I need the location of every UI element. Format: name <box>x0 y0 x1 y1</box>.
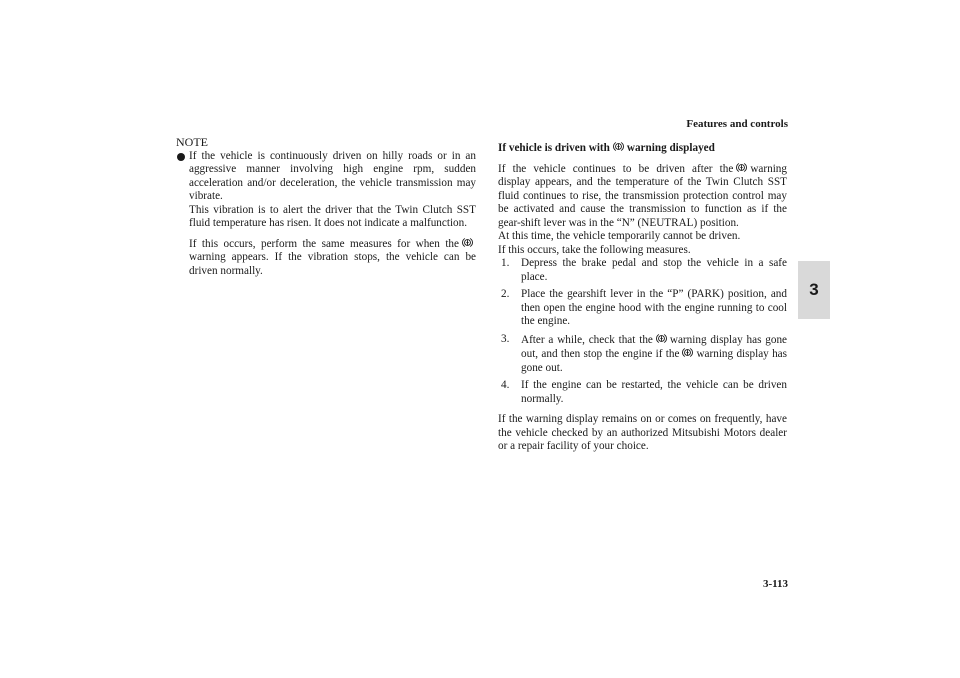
chapter-tab-number: 3 <box>809 280 819 299</box>
twin-clutch-warning-icon <box>656 333 667 344</box>
section-paragraph: At this time, the vehicle temporarily cannot be driven. <box>498 230 741 242</box>
section-paragraph <box>498 162 787 231</box>
procedure-step <box>501 288 787 329</box>
step-text: If the engine can be restarted, the vehicle can be driven normally. <box>521 379 787 405</box>
step-text: warning display has gone out, and then stop the engine if the <box>521 333 788 360</box>
section-paragraph: If this occurs, take the following measures. <box>498 243 691 256</box>
procedure-step <box>501 257 787 284</box>
section-closing-paragraph: If the warning display remains on or comes on frequently, have the vehicle checked by an authorized Mitsubishi Motors dealer or a repair facility of your choice. <box>498 413 787 452</box>
note-text: This vibration is to alert the driver that the Twin Clutch SST fluid temperature has risen. It does not indicate a malfunction. <box>189 203 476 229</box>
heading-text-part: If vehicle is driven with <box>498 142 610 154</box>
twin-clutch-warning-icon <box>736 162 747 173</box>
procedure-step <box>501 379 787 406</box>
step-text: Place the gearshift lever in the “P” (PARK) position, and then open the engine hood with the engine running to cool the engine. <box>521 288 787 327</box>
step-number: 3. <box>501 332 510 345</box>
procedure-step <box>501 333 787 376</box>
chapter-tab <box>798 261 830 319</box>
paragraph-text-part: If the vehicle continues to be driven after the <box>498 162 734 175</box>
twin-clutch-warning-icon <box>462 237 473 248</box>
step-text: After a while, check that the <box>521 333 653 346</box>
step-number: 1. <box>501 257 510 269</box>
page-header-title: Features and controls <box>686 118 788 130</box>
note-text-part: warning appears. If the vibration stops, the vehicle can be driven normally. <box>189 251 476 277</box>
paragraph-text-part: warning display appears, and the temperature of the Twin Clutch SST fluid continues to rise, the transmission protection control may be activated and cause the transmission to function as if the gear-shift lever was in the “N” (NEUTRAL) position. <box>498 162 787 229</box>
twin-clutch-warning-icon <box>613 141 624 152</box>
step-text: warning display has gone out. <box>521 348 787 374</box>
section-column <box>498 141 787 454</box>
note-column <box>176 136 476 278</box>
twin-clutch-warning-icon <box>682 347 693 358</box>
note-label: NOTE <box>176 135 208 149</box>
step-text: Depress the brake pedal and stop the vehicle in a safe place. <box>521 257 787 283</box>
page-number: 3-113 <box>762 578 788 590</box>
step-number: 4. <box>501 379 510 391</box>
note-text-part: If this occurs, perform the same measures for when the <box>189 237 459 250</box>
note-bullet-item <box>176 150 476 279</box>
step-number: 2. <box>501 288 510 300</box>
note-text: If the vehicle is continuously driven on hilly roads or in an aggressive manner involving high engine rpm, sudden acceleration and/or deceleration, the vehicle transmission may vibrate. <box>189 149 476 202</box>
heading-text-part: warning displayed <box>626 142 715 154</box>
bullet-icon <box>177 153 185 161</box>
procedure-steps <box>498 257 787 406</box>
section-heading <box>498 141 787 156</box>
note-text <box>189 237 476 279</box>
